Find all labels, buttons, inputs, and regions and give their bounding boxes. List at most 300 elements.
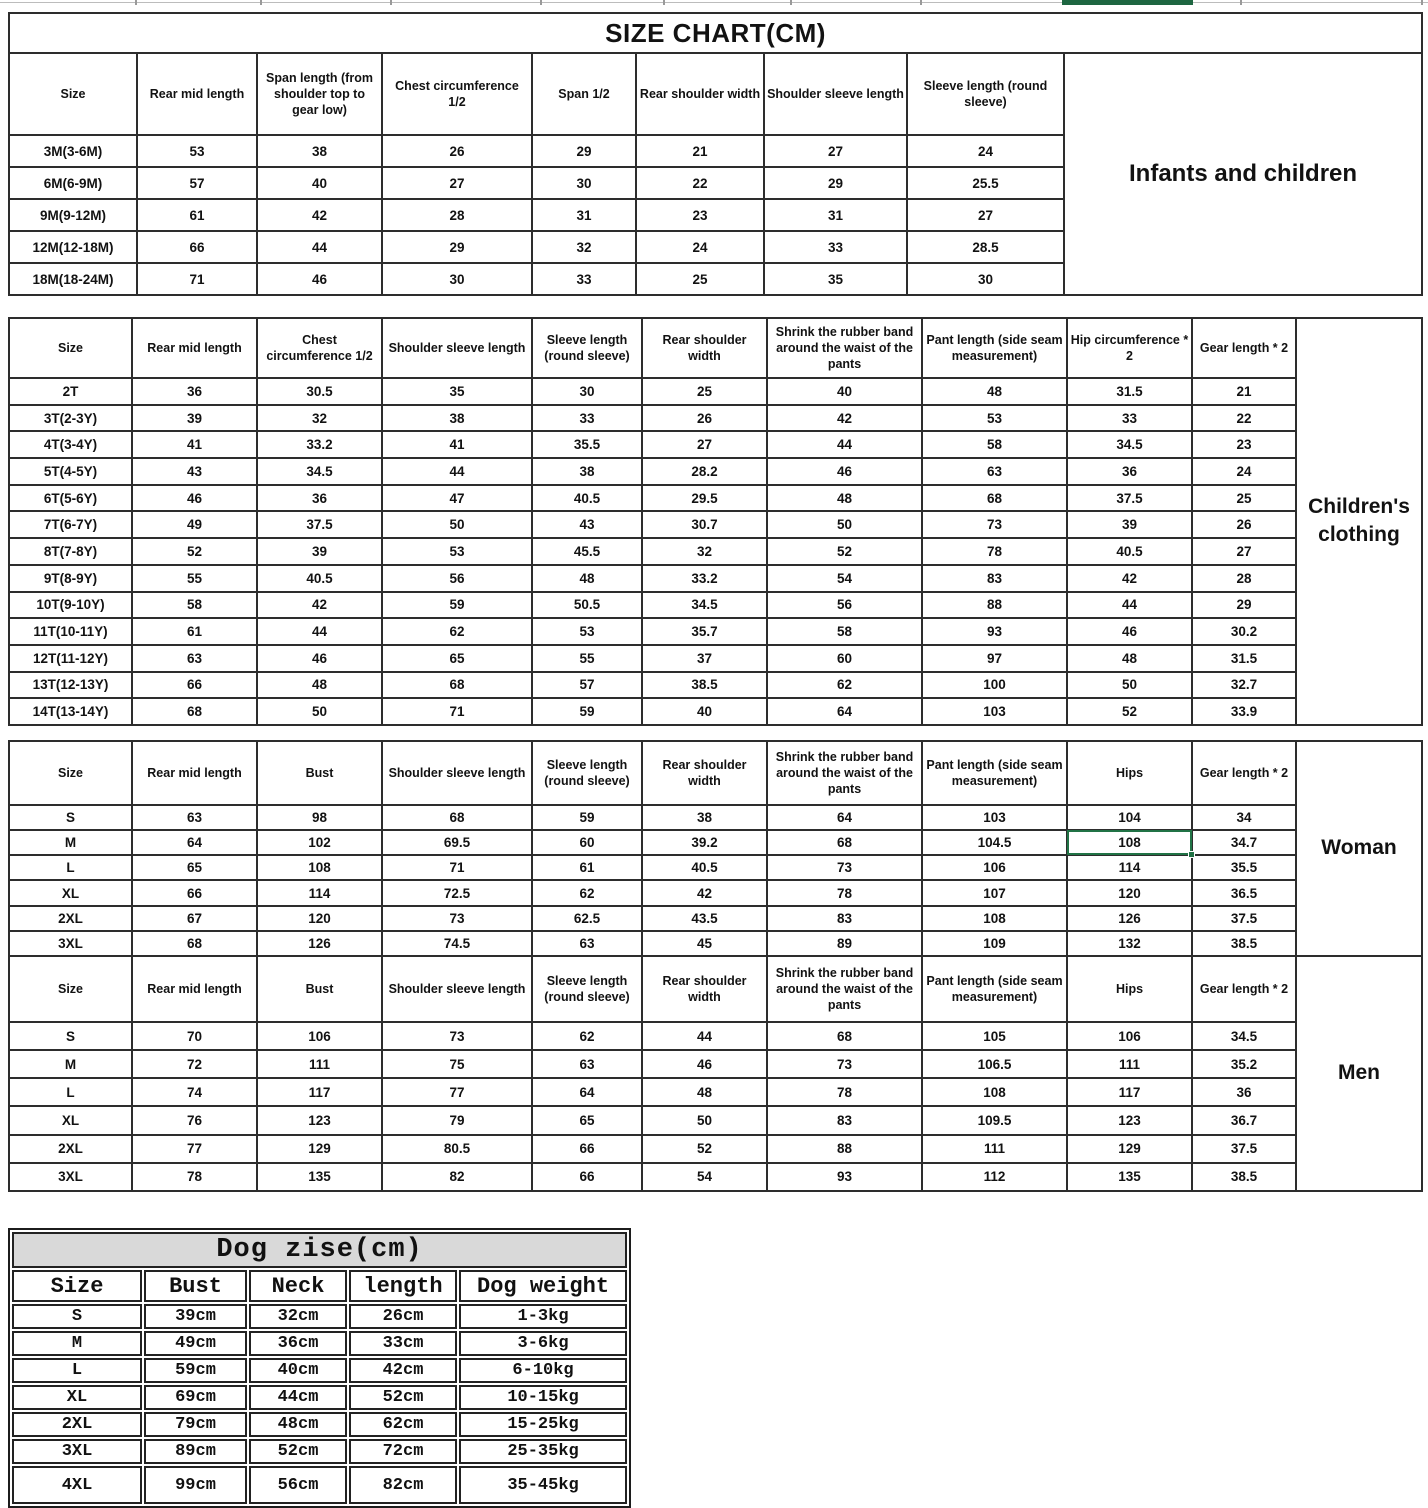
- value-cell[interactable]: 50: [642, 1106, 767, 1134]
- value-cell[interactable]: 35.5: [532, 431, 642, 458]
- value-cell[interactable]: 36: [1192, 1078, 1296, 1106]
- column-header[interactable]: Sleeve length (round sleeve): [532, 956, 642, 1022]
- value-cell[interactable]: 50.5: [532, 592, 642, 619]
- value-cell[interactable]: 25.5: [907, 167, 1064, 199]
- value-cell[interactable]: 43: [132, 458, 257, 485]
- value-cell[interactable]: 117: [1067, 1078, 1192, 1106]
- value-cell[interactable]: 88: [767, 1135, 922, 1163]
- size-cell[interactable]: 3M(3-6M): [9, 135, 137, 167]
- value-cell[interactable]: 43: [532, 511, 642, 538]
- men-side-label[interactable]: Men: [1296, 956, 1422, 1191]
- value-cell[interactable]: 78: [767, 1078, 922, 1106]
- value-cell[interactable]: 129: [1067, 1135, 1192, 1163]
- value-cell[interactable]: 68: [132, 698, 257, 725]
- value-cell[interactable]: 24: [907, 135, 1064, 167]
- column-header[interactable]: Shoulder sleeve length: [764, 53, 907, 135]
- value-cell[interactable]: 100: [922, 672, 1067, 699]
- column-header[interactable]: Gear length * 2: [1192, 741, 1296, 805]
- value-cell[interactable]: 74: [132, 1078, 257, 1106]
- value-cell[interactable]: 135: [257, 1163, 382, 1191]
- value-cell[interactable]: 103: [922, 698, 1067, 725]
- value-cell[interactable]: 48: [922, 378, 1067, 405]
- size-cell[interactable]: 2XL: [9, 1135, 132, 1163]
- value-cell[interactable]: 35.5: [1192, 855, 1296, 880]
- value-cell[interactable]: 30: [382, 263, 532, 295]
- value-cell[interactable]: 61: [532, 855, 642, 880]
- column-header[interactable]: Shoulder sleeve length: [382, 741, 532, 805]
- value-cell[interactable]: 37.5: [1192, 906, 1296, 931]
- value-cell[interactable]: 28.2: [642, 458, 767, 485]
- value-cell[interactable]: 72: [132, 1050, 257, 1078]
- value-cell[interactable]: 66: [137, 231, 257, 263]
- value-cell[interactable]: 111: [257, 1050, 382, 1078]
- value-cell[interactable]: 83: [767, 906, 922, 931]
- value-cell[interactable]: 129: [257, 1135, 382, 1163]
- value-cell[interactable]: 48: [532, 565, 642, 592]
- value-cell[interactable]: 66: [132, 672, 257, 699]
- value-cell[interactable]: 53: [382, 538, 532, 565]
- value-cell[interactable]: 25: [1192, 485, 1296, 512]
- value-cell[interactable]: 111: [922, 1135, 1067, 1163]
- value-cell[interactable]: 50: [767, 511, 922, 538]
- value-cell[interactable]: 36.7: [1192, 1106, 1296, 1134]
- value-cell[interactable]: 41: [132, 431, 257, 458]
- value-cell[interactable]: 120: [257, 906, 382, 931]
- value-cell[interactable]: 44: [257, 231, 382, 263]
- column-header[interactable]: Gear length * 2: [1192, 956, 1296, 1022]
- value-cell[interactable]: 112: [922, 1163, 1067, 1191]
- value-cell[interactable]: 36: [1067, 458, 1192, 485]
- value-cell[interactable]: 78: [922, 538, 1067, 565]
- value-cell[interactable]: 36.5: [1192, 880, 1296, 905]
- column-header[interactable]: Shoulder sleeve length: [382, 318, 532, 378]
- value-cell[interactable]: 44: [642, 1022, 767, 1050]
- value-cell[interactable]: 135: [1067, 1163, 1192, 1191]
- value-cell[interactable]: 29: [532, 135, 636, 167]
- value-cell[interactable]: 31: [764, 199, 907, 231]
- value-cell[interactable]: 31: [532, 199, 636, 231]
- value-cell[interactable]: 32: [532, 231, 636, 263]
- value-cell[interactable]: 106: [922, 855, 1067, 880]
- value-cell[interactable]: 38.5: [642, 672, 767, 699]
- value-cell[interactable]: 33.2: [257, 431, 382, 458]
- size-cell[interactable]: 7T(6-7Y): [9, 511, 132, 538]
- value-cell[interactable]: 66: [532, 1163, 642, 1191]
- size-cell[interactable]: 5T(4-5Y): [9, 458, 132, 485]
- value-cell[interactable]: 114: [257, 880, 382, 905]
- value-cell[interactable]: 34.7: [1192, 830, 1296, 855]
- value-cell[interactable]: 67: [132, 906, 257, 931]
- value-cell[interactable]: 132: [1067, 931, 1192, 956]
- value-cell[interactable]: 73: [382, 1022, 532, 1050]
- value-cell[interactable]: 68: [767, 830, 922, 855]
- value-cell[interactable]: 69.5: [382, 830, 532, 855]
- value-cell[interactable]: 57: [532, 672, 642, 699]
- size-cell[interactable]: 12M(12-18M): [9, 231, 137, 263]
- value-cell[interactable]: 93: [922, 618, 1067, 645]
- value-cell[interactable]: 65: [532, 1106, 642, 1134]
- value-cell[interactable]: 44: [257, 618, 382, 645]
- value-cell[interactable]: 63: [922, 458, 1067, 485]
- value-cell[interactable]: 29: [1192, 592, 1296, 619]
- value-cell[interactable]: 38.5: [1192, 1163, 1296, 1191]
- value-cell[interactable]: 29: [764, 167, 907, 199]
- value-cell[interactable]: 73: [922, 511, 1067, 538]
- value-cell[interactable]: 62: [382, 618, 532, 645]
- value-cell[interactable]: 40.5: [642, 855, 767, 880]
- value-cell[interactable]: 57: [137, 167, 257, 199]
- column-header[interactable]: Rear mid length: [132, 318, 257, 378]
- value-cell[interactable]: 68: [382, 672, 532, 699]
- value-cell[interactable]: 40.5: [1067, 538, 1192, 565]
- value-cell[interactable]: 44: [767, 431, 922, 458]
- value-cell[interactable]: 105: [922, 1022, 1067, 1050]
- value-cell[interactable]: 62: [532, 1022, 642, 1050]
- value-cell[interactable]: 73: [767, 1050, 922, 1078]
- value-cell[interactable]: 27: [642, 431, 767, 458]
- size-cell[interactable]: 3XL: [9, 931, 132, 956]
- value-cell[interactable]: 93: [767, 1163, 922, 1191]
- value-cell[interactable]: 30: [532, 167, 636, 199]
- column-header[interactable]: Rear shoulder width: [642, 741, 767, 805]
- value-cell[interactable]: 64: [532, 1078, 642, 1106]
- size-chart-title[interactable]: SIZE CHART(CM): [9, 13, 1422, 53]
- value-cell[interactable]: 126: [1067, 906, 1192, 931]
- value-cell[interactable]: 53: [137, 135, 257, 167]
- value-cell[interactable]: 32: [257, 405, 382, 432]
- column-header[interactable]: Size: [9, 318, 132, 378]
- value-cell[interactable]: 52: [642, 1135, 767, 1163]
- value-cell[interactable]: 22: [636, 167, 764, 199]
- value-cell[interactable]: 30.2: [1192, 618, 1296, 645]
- value-cell[interactable]: 63: [132, 805, 257, 830]
- value-cell[interactable]: 71: [137, 263, 257, 295]
- value-cell[interactable]: 53: [922, 405, 1067, 432]
- value-cell[interactable]: 64: [132, 830, 257, 855]
- size-cell[interactable]: 8T(7-8Y): [9, 538, 132, 565]
- value-cell[interactable]: 111: [1067, 1050, 1192, 1078]
- value-cell[interactable]: 66: [132, 880, 257, 905]
- value-cell[interactable]: 64: [767, 698, 922, 725]
- column-header[interactable]: Pant length (side seam measurement): [922, 741, 1067, 805]
- value-cell[interactable]: 102: [257, 830, 382, 855]
- value-cell[interactable]: 45: [642, 931, 767, 956]
- size-cell[interactable]: 10T(9-10Y): [9, 592, 132, 619]
- value-cell[interactable]: 88: [922, 592, 1067, 619]
- value-cell[interactable]: 54: [642, 1163, 767, 1191]
- size-cell[interactable]: XL: [9, 1106, 132, 1134]
- size-cell[interactable]: L: [9, 855, 132, 880]
- value-cell[interactable]: 58: [767, 618, 922, 645]
- value-cell[interactable]: 98: [257, 805, 382, 830]
- value-cell[interactable]: 35.2: [1192, 1050, 1296, 1078]
- column-header[interactable]: Span length (from shoulder top to gear low): [257, 53, 382, 135]
- column-header[interactable]: Size: [9, 741, 132, 805]
- value-cell[interactable]: 27: [382, 167, 532, 199]
- value-cell[interactable]: 38: [532, 458, 642, 485]
- value-cell[interactable]: 78: [132, 1163, 257, 1191]
- value-cell[interactable]: 30: [907, 263, 1064, 295]
- value-cell[interactable]: 26: [642, 405, 767, 432]
- value-cell[interactable]: 42: [257, 592, 382, 619]
- value-cell[interactable]: 40: [767, 378, 922, 405]
- value-cell[interactable]: 126: [257, 931, 382, 956]
- value-cell[interactable]: 58: [132, 592, 257, 619]
- value-cell[interactable]: 24: [1192, 458, 1296, 485]
- column-header[interactable]: Rear mid length: [137, 53, 257, 135]
- value-cell[interactable]: 32.7: [1192, 672, 1296, 699]
- value-cell[interactable]: 22: [1192, 405, 1296, 432]
- value-cell[interactable]: 46: [1067, 618, 1192, 645]
- value-cell[interactable]: 63: [132, 645, 257, 672]
- value-cell[interactable]: 83: [767, 1106, 922, 1134]
- value-cell[interactable]: 35: [764, 263, 907, 295]
- size-cell[interactable]: M: [9, 1050, 132, 1078]
- column-header[interactable]: Bust: [257, 956, 382, 1022]
- value-cell[interactable]: 49: [132, 511, 257, 538]
- value-cell[interactable]: 29: [382, 231, 532, 263]
- column-header[interactable]: Hips: [1067, 741, 1192, 805]
- column-header[interactable]: Shoulder sleeve length: [382, 956, 532, 1022]
- value-cell[interactable]: 55: [132, 565, 257, 592]
- column-header[interactable]: Size: [9, 53, 137, 135]
- column-header[interactable]: Chest circumference 1/2: [382, 53, 532, 135]
- value-cell[interactable]: 28: [1192, 565, 1296, 592]
- value-cell[interactable]: 46: [642, 1050, 767, 1078]
- infants-side-label[interactable]: Infants and children: [1064, 53, 1422, 295]
- value-cell[interactable]: 79: [382, 1106, 532, 1134]
- value-cell[interactable]: 58: [922, 431, 1067, 458]
- value-cell[interactable]: 63: [532, 1050, 642, 1078]
- value-cell[interactable]: 108: [922, 1078, 1067, 1106]
- value-cell[interactable]: 59: [382, 592, 532, 619]
- value-cell[interactable]: 29.5: [642, 485, 767, 512]
- value-cell[interactable]: 62.5: [532, 906, 642, 931]
- column-header[interactable]: Hip circumference * 2: [1067, 318, 1192, 378]
- value-cell[interactable]: 39: [257, 538, 382, 565]
- value-cell[interactable]: 48: [1067, 645, 1192, 672]
- value-cell[interactable]: 103: [922, 805, 1067, 830]
- column-header[interactable]: Shrink the rubber band around the waist of the pants: [767, 318, 922, 378]
- value-cell[interactable]: 50: [257, 698, 382, 725]
- value-cell[interactable]: 28.5: [907, 231, 1064, 263]
- column-header[interactable]: Sleeve length (round sleeve): [532, 318, 642, 378]
- value-cell[interactable]: 46: [257, 645, 382, 672]
- children-side-label[interactable]: Children's clothing: [1296, 318, 1422, 725]
- size-cell[interactable]: 11T(10-11Y): [9, 618, 132, 645]
- value-cell[interactable]: 106: [257, 1022, 382, 1050]
- value-cell[interactable]: 24: [636, 231, 764, 263]
- value-cell[interactable]: 68: [382, 805, 532, 830]
- value-cell[interactable]: 38: [382, 405, 532, 432]
- size-cell[interactable]: 18M(18-24M): [9, 263, 137, 295]
- value-cell[interactable]: 33: [764, 231, 907, 263]
- value-cell[interactable]: 34.5: [1067, 431, 1192, 458]
- column-header[interactable]: Rear shoulder width: [642, 956, 767, 1022]
- value-cell[interactable]: 77: [382, 1078, 532, 1106]
- size-cell[interactable]: 9T(8-9Y): [9, 565, 132, 592]
- value-cell[interactable]: 25: [636, 263, 764, 295]
- value-cell[interactable]: 33.9: [1192, 698, 1296, 725]
- value-cell[interactable]: 23: [636, 199, 764, 231]
- value-cell[interactable]: 59: [532, 805, 642, 830]
- value-cell[interactable]: 48: [767, 485, 922, 512]
- value-cell[interactable]: 36: [257, 485, 382, 512]
- value-cell[interactable]: 78: [767, 880, 922, 905]
- value-cell[interactable]: 50: [382, 511, 532, 538]
- column-header[interactable]: Shrink the rubber band around the waist of the pants: [767, 956, 922, 1022]
- size-cell[interactable]: 3XL: [9, 1163, 132, 1191]
- value-cell[interactable]: 73: [382, 906, 532, 931]
- value-cell[interactable]: 104: [1067, 805, 1192, 830]
- value-cell[interactable]: 52: [132, 538, 257, 565]
- woman-side-label[interactable]: Woman: [1296, 741, 1422, 956]
- value-cell[interactable]: 123: [1067, 1106, 1192, 1134]
- size-cell[interactable]: 3T(2-3Y): [9, 405, 132, 432]
- value-cell[interactable]: 60: [767, 645, 922, 672]
- value-cell[interactable]: 38: [642, 805, 767, 830]
- column-header[interactable]: Rear shoulder width: [642, 318, 767, 378]
- value-cell[interactable]: 31.5: [1192, 645, 1296, 672]
- value-cell[interactable]: 106: [1067, 1022, 1192, 1050]
- size-cell[interactable]: S: [9, 1022, 132, 1050]
- value-cell[interactable]: 27: [1192, 538, 1296, 565]
- size-cell[interactable]: 9M(9-12M): [9, 199, 137, 231]
- column-header[interactable]: Rear shoulder width: [636, 53, 764, 135]
- value-cell[interactable]: 40.5: [532, 485, 642, 512]
- value-cell[interactable]: 46: [132, 485, 257, 512]
- value-cell[interactable]: 89: [767, 931, 922, 956]
- value-cell[interactable]: 40.5: [257, 565, 382, 592]
- value-cell[interactable]: 34.5: [642, 592, 767, 619]
- size-cell[interactable]: 6M(6-9M): [9, 167, 137, 199]
- value-cell[interactable]: 37.5: [1067, 485, 1192, 512]
- value-cell[interactable]: 45.5: [532, 538, 642, 565]
- value-cell[interactable]: 42: [767, 405, 922, 432]
- value-cell[interactable]: 44: [1067, 592, 1192, 619]
- value-cell[interactable]: 34.5: [257, 458, 382, 485]
- column-header[interactable]: Rear mid length: [132, 956, 257, 1022]
- value-cell[interactable]: 62: [532, 880, 642, 905]
- column-header[interactable]: Shrink the rubber band around the waist of the pants: [767, 741, 922, 805]
- value-cell[interactable]: 114: [1067, 855, 1192, 880]
- value-cell[interactable]: 38: [257, 135, 382, 167]
- value-cell[interactable]: 26: [1192, 511, 1296, 538]
- value-cell[interactable]: 71: [382, 698, 532, 725]
- value-cell[interactable]: 66: [532, 1135, 642, 1163]
- value-cell[interactable]: 40: [257, 167, 382, 199]
- value-cell[interactable]: 65: [382, 645, 532, 672]
- value-cell[interactable]: 42: [642, 880, 767, 905]
- value-cell[interactable]: 120: [1067, 880, 1192, 905]
- value-cell[interactable]: 35.7: [642, 618, 767, 645]
- size-cell[interactable]: S: [9, 805, 132, 830]
- size-cell[interactable]: 14T(13-14Y): [9, 698, 132, 725]
- column-header[interactable]: Bust: [257, 741, 382, 805]
- value-cell[interactable]: 42: [1067, 565, 1192, 592]
- value-cell[interactable]: 47: [382, 485, 532, 512]
- value-cell[interactable]: 31.5: [1067, 378, 1192, 405]
- value-cell[interactable]: 62: [767, 672, 922, 699]
- value-cell[interactable]: 108: [257, 855, 382, 880]
- value-cell[interactable]: 30.7: [642, 511, 767, 538]
- value-cell[interactable]: 68: [132, 931, 257, 956]
- value-cell[interactable]: 65: [132, 855, 257, 880]
- value-cell[interactable]: 32: [642, 538, 767, 565]
- value-cell[interactable]: 107: [922, 880, 1067, 905]
- value-cell[interactable]: 27: [907, 199, 1064, 231]
- value-cell[interactable]: 83: [922, 565, 1067, 592]
- value-cell[interactable]: 64: [767, 805, 922, 830]
- value-cell[interactable]: 50: [1067, 672, 1192, 699]
- value-cell[interactable]: 123: [257, 1106, 382, 1134]
- value-cell[interactable]: 82: [382, 1163, 532, 1191]
- size-cell[interactable]: 6T(5-6Y): [9, 485, 132, 512]
- value-cell[interactable]: 30: [532, 378, 642, 405]
- value-cell[interactable]: 35: [382, 378, 532, 405]
- column-header[interactable]: Chest circumference 1/2: [257, 318, 382, 378]
- value-cell[interactable]: 109.5: [922, 1106, 1067, 1134]
- column-header[interactable]: Size: [9, 956, 132, 1022]
- value-cell[interactable]: 40: [642, 698, 767, 725]
- value-cell[interactable]: 70: [132, 1022, 257, 1050]
- value-cell[interactable]: 104.5: [922, 830, 1067, 855]
- value-cell[interactable]: 46: [767, 458, 922, 485]
- value-cell[interactable]: 54: [767, 565, 922, 592]
- value-cell[interactable]: 52: [1067, 698, 1192, 725]
- size-cell[interactable]: M: [9, 830, 132, 855]
- value-cell[interactable]: 61: [132, 618, 257, 645]
- column-header[interactable]: Pant length (side seam measurement): [922, 956, 1067, 1022]
- value-cell[interactable]: 36: [132, 378, 257, 405]
- value-cell[interactable]: 42: [257, 199, 382, 231]
- value-cell[interactable]: 33: [532, 405, 642, 432]
- value-cell[interactable]: 61: [137, 199, 257, 231]
- value-cell[interactable]: 74.5: [382, 931, 532, 956]
- column-header[interactable]: Hips: [1067, 956, 1192, 1022]
- value-cell[interactable]: 37: [642, 645, 767, 672]
- value-cell[interactable]: 60: [532, 830, 642, 855]
- value-cell[interactable]: 39: [1067, 511, 1192, 538]
- value-cell[interactable]: 21: [636, 135, 764, 167]
- value-cell[interactable]: 76: [132, 1106, 257, 1134]
- value-cell[interactable]: 72.5: [382, 880, 532, 905]
- value-cell[interactable]: 46: [257, 263, 382, 295]
- column-header[interactable]: Gear length * 2: [1192, 318, 1296, 378]
- value-cell[interactable]: 73: [767, 855, 922, 880]
- value-cell[interactable]: 33: [532, 263, 636, 295]
- value-cell[interactable]: 68: [922, 485, 1067, 512]
- size-cell[interactable]: XL: [9, 880, 132, 905]
- value-cell[interactable]: 56: [767, 592, 922, 619]
- value-cell[interactable]: 26: [382, 135, 532, 167]
- value-cell[interactable]: 23: [1192, 431, 1296, 458]
- value-cell[interactable]: 75: [382, 1050, 532, 1078]
- value-cell[interactable]: 63: [532, 931, 642, 956]
- value-cell[interactable]: 44: [382, 458, 532, 485]
- size-cell[interactable]: 4T(3-4Y): [9, 431, 132, 458]
- value-cell[interactable]: 106.5: [922, 1050, 1067, 1078]
- value-cell[interactable]: 48: [642, 1078, 767, 1106]
- value-cell[interactable]: 97: [922, 645, 1067, 672]
- value-cell[interactable]: 77: [132, 1135, 257, 1163]
- value-cell[interactable]: 43.5: [642, 906, 767, 931]
- column-header[interactable]: Span 1/2: [532, 53, 636, 135]
- value-cell[interactable]: 55: [532, 645, 642, 672]
- value-cell[interactable]: 38.5: [1192, 931, 1296, 956]
- column-header[interactable]: Pant length (side seam measurement): [922, 318, 1067, 378]
- value-cell[interactable]: 108: [922, 906, 1067, 931]
